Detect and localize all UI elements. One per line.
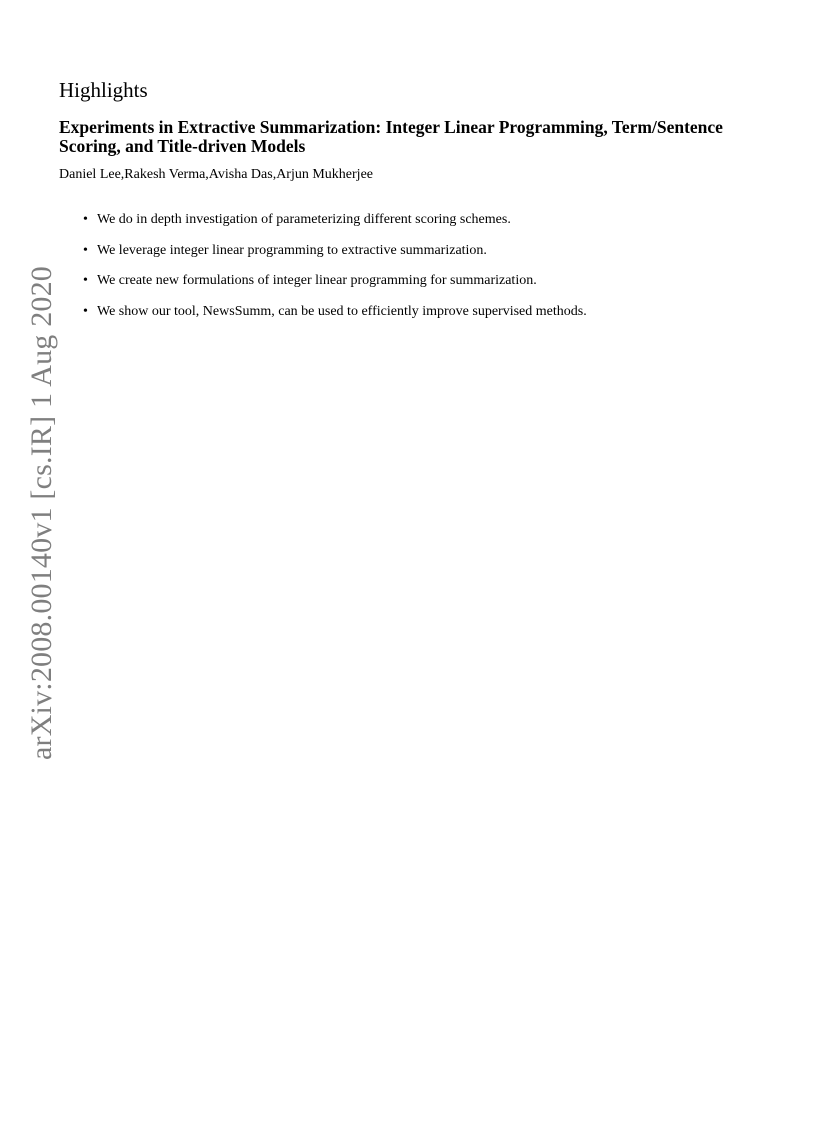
highlight-text: We show our tool, NewsSumm, can be used to efficiently improve supervised methods. bbox=[97, 303, 587, 319]
arxiv-identifier-stamp: arXiv:2008.00140v1 [cs.IR] 1 Aug 2020 bbox=[25, 265, 58, 761]
paper-title: Experiments in Extractive Summarization: Integer Linear Programming, Term/Sentence Scoring, and Title-driven Models bbox=[59, 117, 723, 156]
bullet-icon: • bbox=[83, 212, 88, 227]
highlights-heading: Highlights bbox=[59, 78, 148, 102]
highlights-list bbox=[83, 211, 587, 333]
bullet-icon: • bbox=[83, 242, 88, 258]
highlight-item bbox=[83, 272, 587, 290]
highlight-text: We do in depth investigation of parameterizing different scoring schemes. bbox=[97, 212, 511, 227]
highlight-text: We create new formulations of integer linear programming for summarization. bbox=[97, 273, 537, 288]
highlight-item bbox=[83, 242, 587, 260]
author-list: Daniel Lee,Rakesh Verma,Avisha Das,Arjun Mukherjee bbox=[59, 167, 373, 182]
highlight-item bbox=[83, 303, 587, 321]
bullet-icon: • bbox=[83, 273, 88, 288]
bullet-icon: • bbox=[83, 303, 88, 319]
highlight-text: We leverage integer linear programming to extractive summarization. bbox=[97, 242, 487, 258]
highlight-item bbox=[83, 211, 587, 229]
